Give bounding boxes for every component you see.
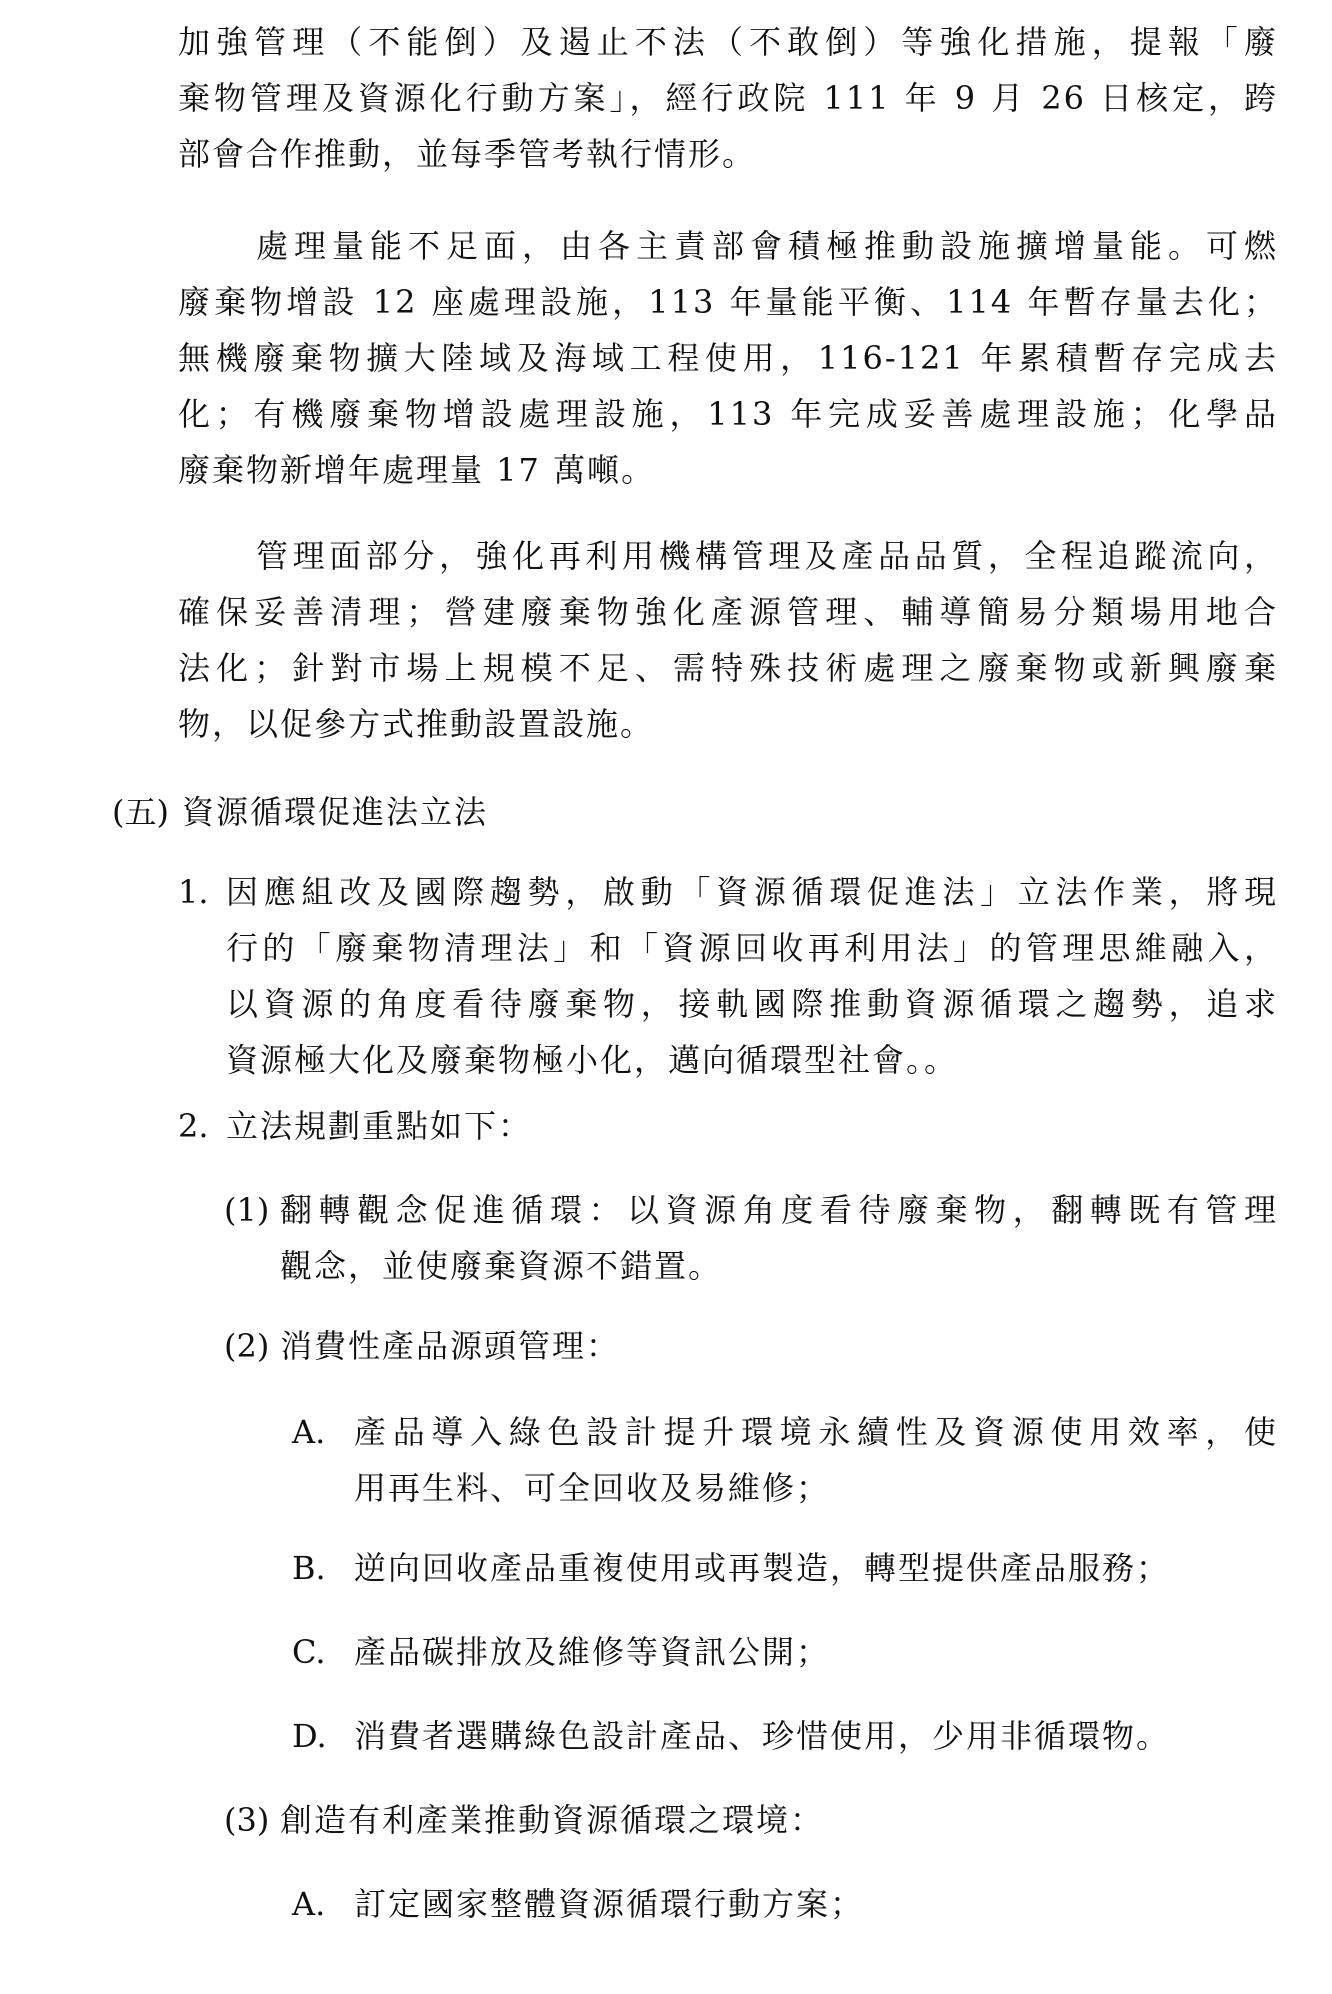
letter-label: A. <box>292 1413 326 1451</box>
letter-item-text: 產品碳排放及維修等資訊公開； <box>354 1633 831 1671</box>
sub-item-number: (2) <box>224 1327 270 1365</box>
text-line: 確保妥善清理；營建廢棄物強化產源管理、輔導簡易分類場用地合 <box>178 593 1278 631</box>
paragraph-management-plan <box>178 14 1278 182</box>
text-line: 加強管理（不能倒）及遏止不法（不敢倒）等強化措施，提報「廢 <box>178 23 1278 61</box>
item-title: 立法規劃重點如下： <box>226 1107 533 1145</box>
text-line: 處理量能不足面，由各主責部會積極推動設施擴增量能。可燃 <box>256 227 1278 265</box>
text-line: 化；有機廢棄物增設處理設施，113 年完成妥善處理設施；化學品 <box>178 395 1278 433</box>
text-line: 棄物管理及資源化行動方案」，經行政院 111 年 9 月 26 日核定，跨 <box>178 79 1278 117</box>
text-line: 無機廢棄物擴大陸域及海域工程使用，116-121 年累積暫存完成去 <box>178 339 1278 377</box>
letter-item-text: 消費者選購綠色設計產品、珍惜使用，少用非循環物。 <box>354 1717 1171 1755</box>
paragraph-item-1 <box>226 864 1278 1088</box>
item-number: 1. <box>178 873 209 911</box>
paragraph-capacity <box>178 218 1278 498</box>
paragraph-management-side <box>178 528 1278 752</box>
paragraph-sub-2a <box>354 1404 1278 1516</box>
section-title: 資源循環促進法立法 <box>182 793 489 831</box>
text-line: 觀念，並使廢棄資源不錯置。 <box>280 1247 723 1285</box>
text-line: 法化；針對市場上規模不足、需特殊技術處理之廢棄物或新興廢棄 <box>178 649 1278 687</box>
text-line: 產品導入綠色設計提升環境永續性及資源使用效率，使 <box>354 1413 1278 1451</box>
text-line: 資源極大化及廢棄物極小化，邁向循環型社會。。 <box>226 1041 959 1079</box>
item-number: 2. <box>178 1107 209 1145</box>
sub-item-title: 創造有利產業推動資源循環之環境： <box>280 1801 825 1839</box>
section-label: (五) <box>112 793 169 831</box>
text-line: 物，以促參方式推動設置設施。 <box>178 705 655 743</box>
letter-label: C. <box>292 1633 326 1671</box>
letter-label: D. <box>292 1717 327 1755</box>
text-line: 行的「廢棄物清理法」和「資源回收再利用法」的管理思維融入， <box>226 929 1278 967</box>
letter-item-text: 逆向回收產品重複使用或再製造，轉型提供產品服務； <box>354 1549 1171 1587</box>
sub-item-number: (3) <box>224 1801 270 1839</box>
paragraph-sub-1 <box>280 1182 1278 1294</box>
letter-item-text: 訂定國家整體資源循環行動方案； <box>354 1885 865 1923</box>
text-line: 因應組改及國際趨勢，啟動「資源循環促進法」立法作業，將現 <box>226 873 1278 911</box>
sub-item-number: (1) <box>224 1191 270 1229</box>
text-line: 部會合作推動，並每季管考執行情形。 <box>178 135 757 173</box>
text-line: 廢棄物增設 12 座處理設施，113 年量能平衡、114 年暫存量去化； <box>178 283 1278 321</box>
text-line: 廢棄物新增年處理量 17 萬噸。 <box>178 451 656 489</box>
text-line: 以資源的角度看待廢棄物，接軌國際推動資源循環之趨勢，追求 <box>226 985 1278 1023</box>
text-line: 用再生料、可全回收及易維修； <box>354 1469 831 1507</box>
letter-label: B. <box>292 1549 326 1587</box>
text-line: 翻轉觀念促進循環：以資源角度看待廢棄物，翻轉既有管理 <box>280 1191 1278 1229</box>
text-line: 管理面部分，強化再利用機構管理及產品品質，全程追蹤流向， <box>256 537 1278 575</box>
sub-item-title: 消費性產品源頭管理： <box>280 1327 621 1365</box>
letter-label: A. <box>292 1885 326 1923</box>
